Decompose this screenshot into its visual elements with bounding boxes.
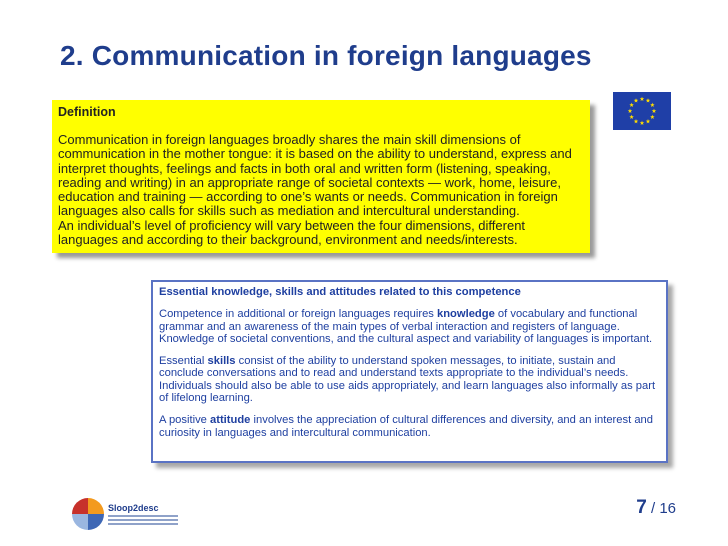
text-span: Competence in additional or foreign languages requires — [159, 308, 437, 321]
definition-paragraph: An individual’s level of proficiency will vary between the four dimensions, different languages and according to their background, environment and needs/interests. — [58, 217, 526, 248]
text-span: of vocabulary and functional grammar and an awareness of the main types of verbal interaction and registers of language. Knowledge of societal conventions, and the cultural aspect and variability of languages is important. — [159, 308, 653, 345]
skills-term: skills — [207, 355, 236, 368]
knowledge-paragraph — [159, 308, 660, 345]
text-span: involves the appreciation of cultural differences and diversity, and an interest and curiosity in languages and intercultural communication. — [159, 414, 653, 439]
skills-paragraph — [159, 355, 660, 380]
text-span: consist of the ability to understand spoken messages, to initiate, sustain and conclude conversations and to read and understand texts appropriate to the individual’s needs. — [159, 355, 629, 380]
flag-star-icon — [646, 119, 651, 123]
flag-star-icon — [650, 115, 655, 119]
page-current: 7 — [636, 497, 647, 518]
attitude-paragraph — [159, 414, 660, 439]
flag-star-icon — [640, 121, 645, 125]
definition-box — [52, 100, 590, 253]
logo-mark-icon — [66, 495, 186, 533]
logo-wordmark: Sloop2desc — [108, 503, 159, 513]
flag-star-icon — [646, 98, 651, 102]
definition-body — [58, 133, 584, 247]
knowledge-term: knowledge — [437, 308, 495, 321]
page-separator: / — [646, 500, 660, 517]
logo-tagline — [108, 515, 178, 527]
skills-extra-paragraph: Individuals should also be able to use aids appropriately, and learn languages also informally as part of lifelong learning. — [159, 379, 656, 405]
flag-star-icon — [634, 98, 639, 102]
competence-heading: Essential knowledge, skills and attitudes related to this competence — [159, 286, 521, 298]
definition-paragraph: Communication in foreign languages broadly shares the main skill dimensions of communication in the mother tongue: it is based on the ability to understand, express and interpret thoughts, feelings and facts in both oral and written form (listening, speaking, reading and writing) in an appropriate range of societal contexts — work, home, leisure, education and training — according to one’s wants or needs. Communication in foreign languages also calls for skills such as mediation and intercultural understanding. — [58, 132, 572, 219]
page-total: 16 — [659, 500, 676, 517]
definition-heading: Definition — [58, 105, 116, 119]
attitude-term: attitude — [210, 414, 251, 427]
text-span: Essential — [159, 355, 208, 368]
flag-star-icon — [629, 115, 634, 119]
flag-star-icon — [629, 103, 634, 107]
flag-star-icon — [652, 109, 657, 113]
page-number — [636, 497, 676, 519]
flag-star-icon — [628, 109, 633, 113]
slide-title: 2. Communication in foreign languages — [60, 40, 592, 71]
eu-flag-icon — [613, 92, 671, 130]
flag-star-icon — [650, 103, 655, 107]
text-span: A positive — [159, 414, 210, 427]
flag-star-icon — [634, 119, 639, 123]
competence-box — [151, 280, 668, 463]
flag-star-icon — [640, 97, 645, 101]
